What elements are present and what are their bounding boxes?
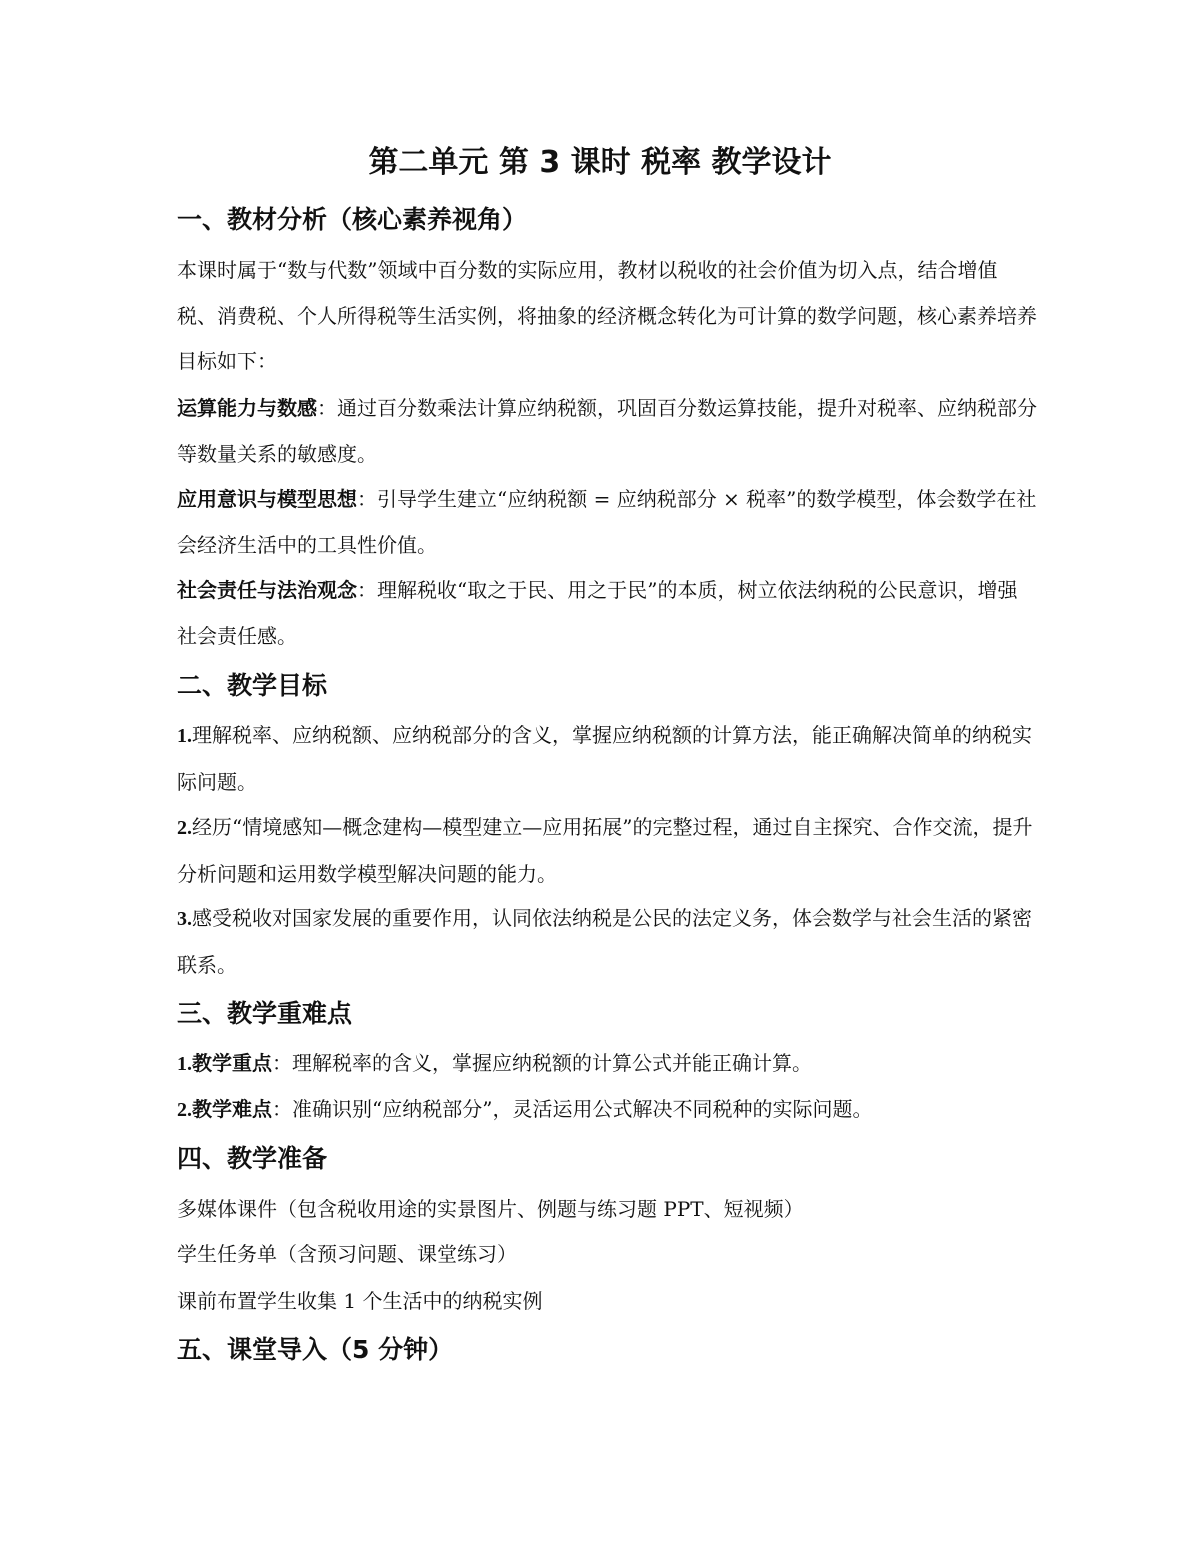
goal-item-1 bbox=[177, 713, 1037, 805]
paragraph-item-modeling bbox=[177, 477, 1037, 568]
item-number: 2. bbox=[177, 1099, 192, 1121]
goal-item-2 bbox=[177, 805, 1037, 897]
preparation-item-2: 学生任务单（含预习问题、课堂练习） bbox=[177, 1242, 517, 1266]
paragraph-intro: 本课时属于“数与代数”领域中百分数的实际应用，教材以税收的社会价值为切入点，结合增值税、消费税、个人所得税等生活实例，将抽象的经济概念转化为可计算的数学问题，核心素养培养目标如下： bbox=[177, 258, 1037, 373]
preparation-item-1: 多媒体课件（包含税收用途的实景图片、例题与练习题 PPT、短视频） bbox=[177, 1197, 804, 1221]
document-title: 第二单元 第 3 课时 税率 教学设计 bbox=[368, 145, 832, 180]
item-colon: ： bbox=[357, 487, 377, 511]
section-heading-teaching-preparation: 四、教学准备 bbox=[177, 1144, 328, 1173]
item-number: 1. bbox=[177, 725, 192, 747]
item-text: 引导学生建立“应纳税额 = 应纳税部分 × 税率”的数学模型，体会数学在社会经济生活中的工具性价值。 bbox=[177, 487, 1037, 557]
paragraph-item-computation bbox=[177, 386, 1037, 477]
section-heading-textbook-analysis: 一、教材分析（核心素养视角） bbox=[177, 205, 528, 234]
item-label: 应用意识与模型思想 bbox=[177, 487, 357, 511]
key-point-item bbox=[177, 1041, 1037, 1088]
section-heading-teaching-goals: 二、教学目标 bbox=[177, 671, 328, 700]
item-number: 2. bbox=[177, 817, 192, 839]
item-colon: ： bbox=[357, 578, 377, 602]
item-label: 运算能力与数感 bbox=[177, 396, 317, 420]
item-colon: ： bbox=[272, 1097, 292, 1121]
item-text: 经历“情境感知—概念建构—模型建立—应用拓展”的完整过程，通过自主探究、合作交流，提升分析问题和运用数学模型解决问题的能力。 bbox=[177, 815, 1033, 886]
item-text: 准确识别“应纳税部分”，灵活运用公式解决不同税种的实际问题。 bbox=[292, 1097, 873, 1121]
item-label: 教学难点 bbox=[192, 1097, 272, 1121]
item-text: 理解税收“取之于民、用之于民”的本质，树立依法纳税的公民意识，增强社会责任感。 bbox=[177, 578, 1018, 648]
paragraph-item-social-responsibility bbox=[177, 568, 1037, 659]
item-text: 通过百分数乘法计算应纳税额，巩固百分数运算技能，提升对税率、应纳税部分等数量关系的敏感度。 bbox=[177, 396, 1037, 466]
item-number: 1. bbox=[177, 1053, 192, 1075]
preparation-item-3: 课前布置学生收集 1 个生活中的纳税实例 bbox=[177, 1289, 543, 1313]
item-text: 理解税率的含义，掌握应纳税额的计算公式并能正确计算。 bbox=[292, 1051, 812, 1075]
item-label: 教学重点 bbox=[192, 1051, 272, 1075]
item-text: 理解税率、应纳税额、应纳税部分的含义，掌握应纳税额的计算方法，能正确解决简单的纳税实际问题。 bbox=[177, 723, 1032, 794]
item-colon: ： bbox=[317, 396, 337, 420]
difficult-point-item bbox=[177, 1087, 1037, 1134]
section-heading-class-introduction: 五、课堂导入（5 分钟） bbox=[177, 1335, 454, 1364]
item-number: 3. bbox=[177, 908, 192, 930]
goal-item-3 bbox=[177, 896, 1037, 988]
item-label: 社会责任与法治观念 bbox=[177, 578, 357, 602]
item-colon: ： bbox=[272, 1051, 292, 1075]
item-text: 感受税收对国家发展的重要作用，认同依法纳税是公民的法定义务，体会数学与社会生活的紧密联系。 bbox=[177, 906, 1032, 977]
section-heading-key-difficult-points: 三、教学重难点 bbox=[177, 999, 353, 1028]
